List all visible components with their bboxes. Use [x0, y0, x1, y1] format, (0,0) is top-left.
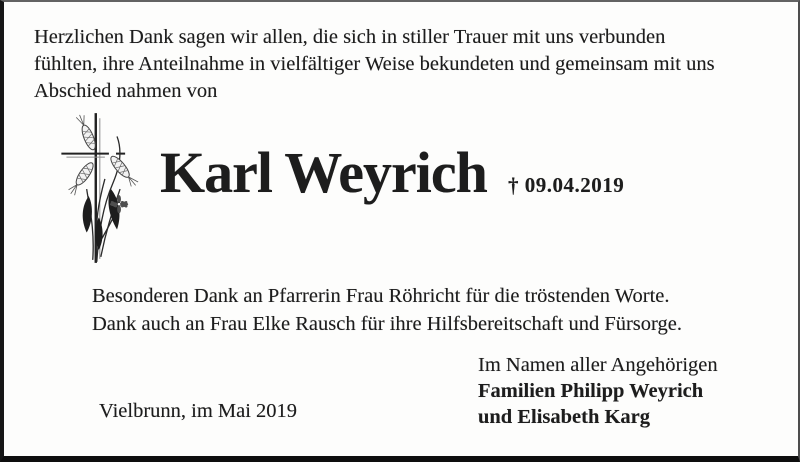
thanks-line: Dank auch an Frau Elke Rausch für ihre Hilfsbereitschaft und Fürsorge. [92, 312, 682, 335]
closing-family-line: und Elisabeth Karg [478, 406, 651, 428]
cross-wheat-icon [58, 100, 172, 272]
closing-block [478, 352, 718, 430]
death-date: † 09.04.2019 [508, 173, 625, 197]
thanks-paragraph [92, 283, 682, 338]
place-and-date: Vielbrunn, im Mai 2019 [99, 400, 298, 422]
closing-family-line: Familien Philipp Weyrich [478, 380, 704, 402]
intro-line: Abschied nahmen von [34, 80, 218, 102]
deceased-name: Karl Weyrich [160, 140, 487, 205]
closing-in-name-of: Im Namen aller Angehörigen [478, 354, 718, 376]
thanks-line: Besonderen Dank an Pfarrerin Frau Röhricht für die tröstenden Worte. [92, 285, 670, 307]
intro-line: Herzlichen Dank sagen wir allen, die sich in stiller Trauer mit uns verbunden [34, 26, 666, 48]
intro-line: fühlten, ihre Anteilnahme in vielfältiger Weise bekundeten und gemeinsam mit uns [34, 53, 715, 75]
intro-paragraph [34, 24, 715, 105]
